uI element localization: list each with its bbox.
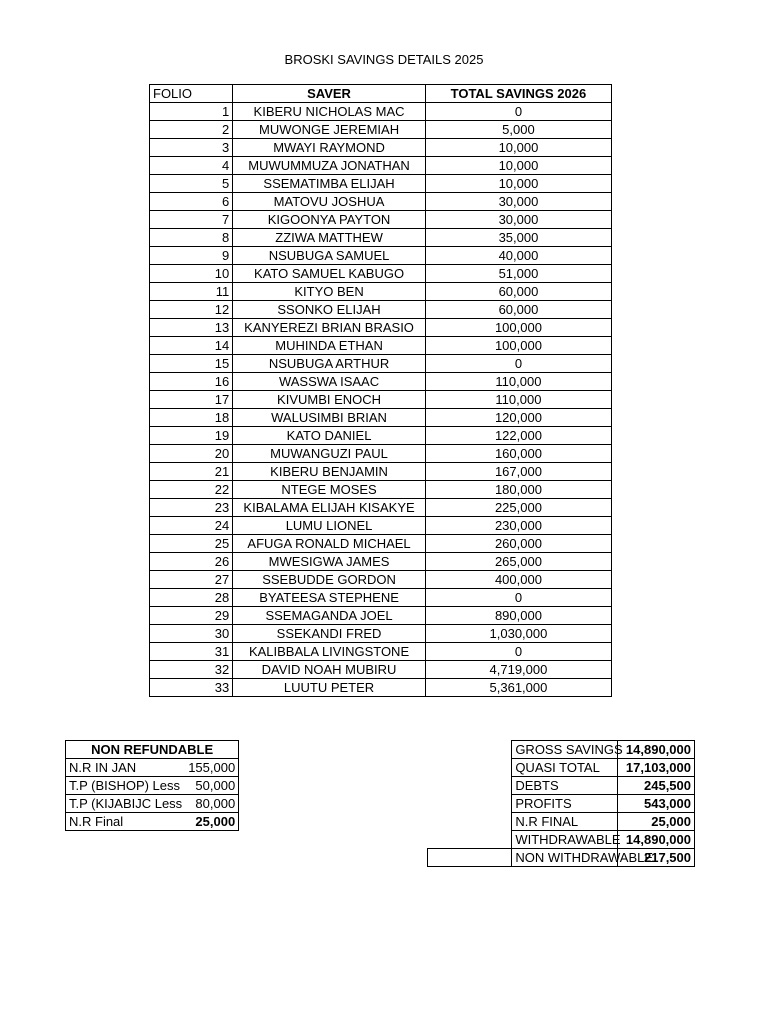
folio-cell: 11 (150, 283, 233, 301)
saver-cell: MUWUMMUZA JONATHAN (233, 157, 426, 175)
summary-label: QUASI TOTAL (512, 759, 617, 777)
non-refundable-value: 50,000 (185, 777, 239, 795)
table-row (150, 103, 612, 121)
total-savings-cell: 5,361,000 (425, 679, 611, 697)
table-row (150, 679, 612, 697)
folio-cell: 22 (150, 481, 233, 499)
folio-cell: 24 (150, 517, 233, 535)
table-row (150, 535, 612, 553)
saver-cell: KATO SAMUEL KABUGO (233, 265, 426, 283)
saver-cell: SSEKANDI FRED (233, 625, 426, 643)
non-refundable-value: 25,000 (185, 813, 239, 831)
saver-cell: WASSWA ISAAC (233, 373, 426, 391)
total-savings-cell: 160,000 (425, 445, 611, 463)
total-savings-cell: 51,000 (425, 265, 611, 283)
folio-cell: 3 (150, 139, 233, 157)
summary-value: 245,500 (617, 777, 694, 795)
summary-value: 14,890,000 (617, 831, 694, 849)
table-row (150, 265, 612, 283)
saver-cell: KANYEREZI BRIAN BRASIO (233, 319, 426, 337)
folio-cell: 7 (150, 211, 233, 229)
non-refundable-header-row (66, 741, 239, 759)
non-refundable-table (65, 740, 239, 831)
non-refundable-value: 80,000 (185, 795, 239, 813)
summary-value: 17,103,000 (617, 759, 694, 777)
summary-table (427, 740, 695, 867)
non-refundable-label: N.R IN JAN (66, 759, 186, 777)
summary-value: 25,000 (617, 813, 694, 831)
summary-row (428, 759, 695, 777)
summary-row (428, 831, 695, 849)
total-savings-cell: 60,000 (425, 301, 611, 319)
folio-cell: 8 (150, 229, 233, 247)
table-row (150, 499, 612, 517)
folio-cell: 33 (150, 679, 233, 697)
table-row (150, 463, 612, 481)
total-savings-cell: 1,030,000 (425, 625, 611, 643)
total-savings-cell: 10,000 (425, 139, 611, 157)
non-refundable-label: T.P (BISHOP) Less (66, 777, 186, 795)
saver-cell: KATO DANIEL (233, 427, 426, 445)
folio-cell: 32 (150, 661, 233, 679)
summary-label: PROFITS (512, 795, 617, 813)
table-row (150, 319, 612, 337)
folio-cell: 10 (150, 265, 233, 283)
folio-cell: 31 (150, 643, 233, 661)
non-refundable-label: N.R Final (66, 813, 186, 831)
saver-cell: SSEMAGANDA JOEL (233, 607, 426, 625)
summary-spacer-cell (428, 741, 512, 759)
saver-cell: MWAYI RAYMOND (233, 139, 426, 157)
total-savings-cell: 230,000 (425, 517, 611, 535)
total-savings-cell: 0 (425, 643, 611, 661)
folio-cell: 16 (150, 373, 233, 391)
total-savings-cell: 180,000 (425, 481, 611, 499)
saver-cell: NSUBUGA ARTHUR (233, 355, 426, 373)
table-row (150, 661, 612, 679)
summary-row (428, 795, 695, 813)
total-savings-cell: 10,000 (425, 175, 611, 193)
summary-row (428, 741, 695, 759)
folio-cell: 21 (150, 463, 233, 481)
table-row (150, 247, 612, 265)
table-row (150, 157, 612, 175)
folio-header: FOLIO (150, 85, 233, 103)
summary-row (428, 777, 695, 795)
total-savings-cell: 10,000 (425, 157, 611, 175)
table-row (150, 355, 612, 373)
table-row (150, 193, 612, 211)
saver-cell: MUWANGUZI PAUL (233, 445, 426, 463)
table-row (150, 517, 612, 535)
summary-value: 217,500 (617, 849, 694, 867)
summary-spacer-cell (428, 813, 512, 831)
saver-cell: BYATEESA STEPHENE (233, 589, 426, 607)
table-row (150, 283, 612, 301)
total-savings-cell: 110,000 (425, 391, 611, 409)
page-title: BROSKI SAVINGS DETAILS 2025 (284, 52, 484, 67)
summary-row (428, 813, 695, 831)
total-savings-cell: 60,000 (425, 283, 611, 301)
summary-spacer-cell (428, 831, 512, 849)
total-savings-cell: 40,000 (425, 247, 611, 265)
summary-spacer-cell (428, 777, 512, 795)
total-savings-cell: 5,000 (425, 121, 611, 139)
saver-cell: KIGOONYA PAYTON (233, 211, 426, 229)
table-row (150, 427, 612, 445)
total-savings-header: TOTAL SAVINGS 2026 (425, 85, 611, 103)
table-row (150, 589, 612, 607)
table-row (150, 481, 612, 499)
saver-cell: SSONKO ELIJAH (233, 301, 426, 319)
total-savings-cell: 110,000 (425, 373, 611, 391)
folio-cell: 12 (150, 301, 233, 319)
non-refundable-label: T.P (KIJABIJC Less (66, 795, 186, 813)
summary-spacer-cell (428, 795, 512, 813)
total-savings-cell: 400,000 (425, 571, 611, 589)
table-row (150, 391, 612, 409)
non-refundable-row (66, 777, 239, 795)
folio-cell: 25 (150, 535, 233, 553)
table-row (150, 229, 612, 247)
saver-cell: KITYO BEN (233, 283, 426, 301)
folio-cell: 20 (150, 445, 233, 463)
summary-label: WITHDRAWABLE (512, 831, 617, 849)
saver-cell: KIBERU BENJAMIN (233, 463, 426, 481)
total-savings-cell: 167,000 (425, 463, 611, 481)
non-refundable-header: NON REFUNDABLE (66, 741, 239, 759)
saver-cell: SSEMATIMBA ELIJAH (233, 175, 426, 193)
table-row (150, 121, 612, 139)
table-row (150, 445, 612, 463)
total-savings-cell: 265,000 (425, 553, 611, 571)
saver-cell: SSEBUDDE GORDON (233, 571, 426, 589)
folio-cell: 2 (150, 121, 233, 139)
table-row (150, 553, 612, 571)
saver-cell: MUWONGE JEREMIAH (233, 121, 426, 139)
saver-cell: KIBALAMA ELIJAH KISAKYE (233, 499, 426, 517)
table-row (150, 409, 612, 427)
savings-table (149, 84, 612, 697)
summary-spacer-cell (428, 849, 512, 867)
table-row (150, 607, 612, 625)
non-refundable-row (66, 795, 239, 813)
total-savings-cell: 30,000 (425, 193, 611, 211)
summary-label: GROSS SAVINGS (512, 741, 617, 759)
summary-label: NON WITHDRAWABLE (512, 849, 617, 867)
table-row (150, 373, 612, 391)
total-savings-cell: 0 (425, 589, 611, 607)
folio-cell: 29 (150, 607, 233, 625)
total-savings-cell: 4,719,000 (425, 661, 611, 679)
saver-cell: NSUBUGA SAMUEL (233, 247, 426, 265)
folio-cell: 15 (150, 355, 233, 373)
folio-cell: 4 (150, 157, 233, 175)
folio-cell: 18 (150, 409, 233, 427)
saver-cell: LUMU LIONEL (233, 517, 426, 535)
saver-cell: MWESIGWA JAMES (233, 553, 426, 571)
folio-cell: 9 (150, 247, 233, 265)
table-row (150, 571, 612, 589)
total-savings-cell: 120,000 (425, 409, 611, 427)
non-refundable-value: 155,000 (185, 759, 239, 777)
total-savings-cell: 100,000 (425, 337, 611, 355)
total-savings-cell: 100,000 (425, 319, 611, 337)
saver-cell: NTEGE MOSES (233, 481, 426, 499)
total-savings-cell: 890,000 (425, 607, 611, 625)
total-savings-cell: 0 (425, 355, 611, 373)
saver-cell: WALUSIMBI BRIAN (233, 409, 426, 427)
table-row (150, 211, 612, 229)
total-savings-cell: 225,000 (425, 499, 611, 517)
saver-cell: KALIBBALA LIVINGSTONE (233, 643, 426, 661)
folio-cell: 1 (150, 103, 233, 121)
total-savings-cell: 260,000 (425, 535, 611, 553)
total-savings-cell: 122,000 (425, 427, 611, 445)
folio-cell: 14 (150, 337, 233, 355)
summary-value: 543,000 (617, 795, 694, 813)
saver-cell: KIVUMBI ENOCH (233, 391, 426, 409)
folio-cell: 13 (150, 319, 233, 337)
table-row (150, 301, 612, 319)
summary-value: 14,890,000 (617, 741, 694, 759)
saver-cell: ZZIWA MATTHEW (233, 229, 426, 247)
total-savings-cell: 35,000 (425, 229, 611, 247)
folio-cell: 6 (150, 193, 233, 211)
summary-row (428, 849, 695, 867)
total-savings-cell: 0 (425, 103, 611, 121)
non-refundable-row (66, 759, 239, 777)
table-row (150, 175, 612, 193)
saver-cell: MATOVU JOSHUA (233, 193, 426, 211)
total-savings-cell: 30,000 (425, 211, 611, 229)
table-row (150, 643, 612, 661)
folio-cell: 27 (150, 571, 233, 589)
folio-cell: 23 (150, 499, 233, 517)
summary-spacer-cell (428, 759, 512, 777)
folio-cell: 17 (150, 391, 233, 409)
saver-cell: MUHINDA ETHAN (233, 337, 426, 355)
summary-label: DEBTS (512, 777, 617, 795)
table-header-row (150, 85, 612, 103)
table-row (150, 139, 612, 157)
non-refundable-row (66, 813, 239, 831)
folio-cell: 5 (150, 175, 233, 193)
folio-cell: 30 (150, 625, 233, 643)
summary-label: N.R FINAL (512, 813, 617, 831)
saver-cell: AFUGA RONALD MICHAEL (233, 535, 426, 553)
saver-cell: LUUTU PETER (233, 679, 426, 697)
saver-cell: DAVID NOAH MUBIRU (233, 661, 426, 679)
table-row (150, 337, 612, 355)
table-row (150, 625, 612, 643)
folio-cell: 26 (150, 553, 233, 571)
saver-header: SAVER (233, 85, 426, 103)
saver-cell: KIBERU NICHOLAS MAC (233, 103, 426, 121)
folio-cell: 19 (150, 427, 233, 445)
folio-cell: 28 (150, 589, 233, 607)
